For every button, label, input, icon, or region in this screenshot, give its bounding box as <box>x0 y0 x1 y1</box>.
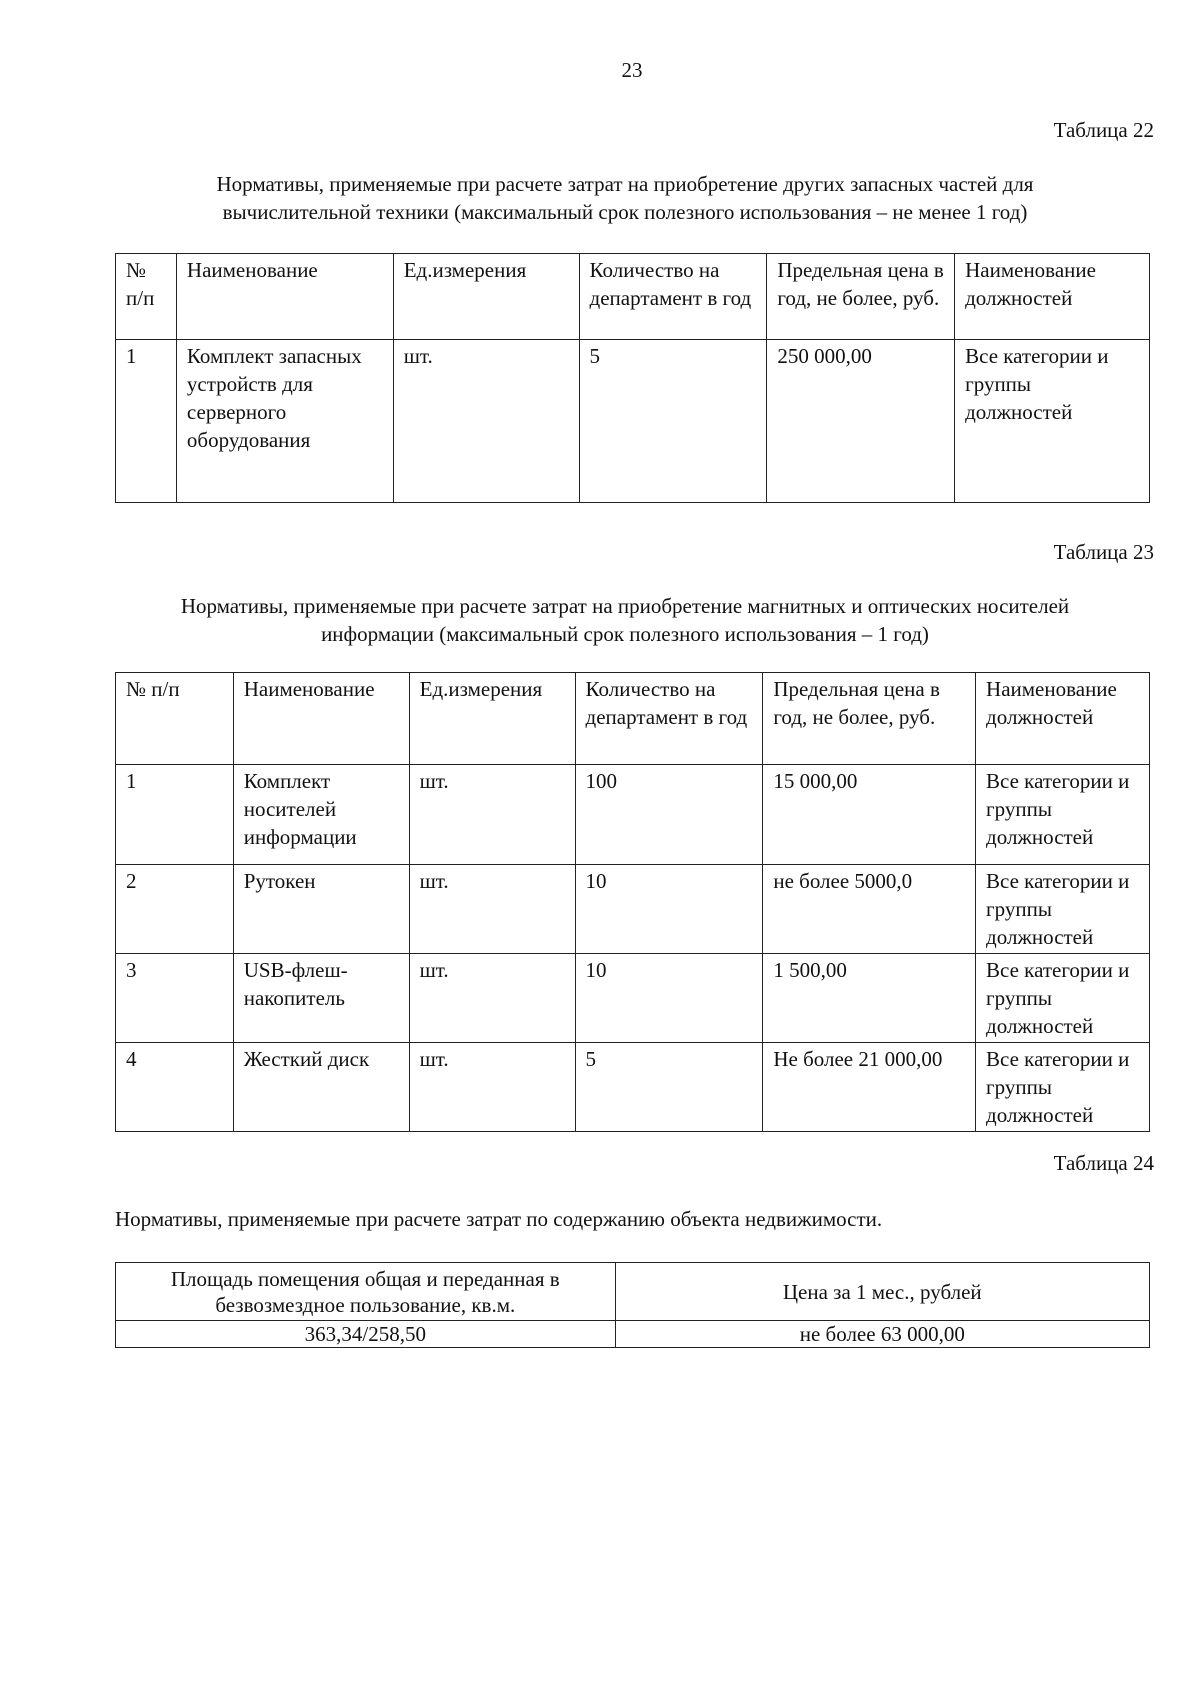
table23-cell: Все категории и группы должностей <box>976 1043 1150 1132</box>
table22 <box>115 253 1150 503</box>
table23-cell: USB-флеш-накопитель <box>233 954 409 1043</box>
table23-cell: шт. <box>409 1043 575 1132</box>
table-row <box>116 1043 1150 1132</box>
table23-cell: 100 <box>575 765 763 865</box>
table23-cell: 10 <box>575 954 763 1043</box>
table23-header-cell: Предельная цена в год, не более, руб. <box>763 673 976 765</box>
table23-header-cell: № п/п <box>116 673 234 765</box>
table23-header-row <box>116 673 1150 765</box>
table22-caption-line1: Нормативы, применяемые при расчете затрат на приобретение других запасных частей для <box>216 172 1034 196</box>
table-row <box>116 954 1150 1043</box>
table23-cell: шт. <box>409 865 575 954</box>
table23-cell: 3 <box>116 954 234 1043</box>
table23-caption-line1: Нормативы, применяемые при расчете затрат на приобретение магнитных и оптических носителей <box>180 594 1070 618</box>
table23-cell: Все категории и группы должностей <box>976 865 1150 954</box>
table23 <box>115 672 1150 1132</box>
table23-cell: Жесткий диск <box>233 1043 409 1132</box>
table23-cell: Не более 21 000,00 <box>763 1043 976 1132</box>
table23-cell: 15 000,00 <box>763 765 976 865</box>
table23-cell: 5 <box>575 1043 763 1132</box>
table22-cell: шт. <box>393 340 579 503</box>
table23-cell: 1 <box>116 765 234 865</box>
table22-cell: 1 <box>116 340 177 503</box>
table24-label: Таблица 24 <box>1053 1151 1154 1175</box>
table23-cell: шт. <box>409 954 575 1043</box>
table-row <box>116 1321 1150 1348</box>
table22-cell: 5 <box>579 340 767 503</box>
table22-cell: Все категории и группы должностей <box>955 340 1150 503</box>
table22-header-cell: № п/п <box>116 254 177 340</box>
table23-cell: 2 <box>116 865 234 954</box>
table23-caption <box>100 592 1150 648</box>
table24-cell: 363,34/258,50 <box>116 1321 616 1348</box>
table22-header-row <box>116 254 1150 340</box>
table24-header-cell: Цена за 1 мес., рублей <box>615 1263 1149 1321</box>
table23-cell: Комплект носителей информации <box>233 765 409 865</box>
table23-cell: Все категории и группы должностей <box>976 954 1150 1043</box>
table-row <box>116 765 1150 865</box>
table23-caption-line2: информации (максимальный срок полезного использования – 1 год) <box>321 622 929 646</box>
table23-header-cell: Наименование <box>233 673 409 765</box>
table22-cell: 250 000,00 <box>767 340 955 503</box>
table-row <box>116 340 1150 503</box>
table23-cell: Рутокен <box>233 865 409 954</box>
page-number: 23 <box>621 58 643 82</box>
table22-label: Таблица 22 <box>1053 118 1154 142</box>
table22-header-cell: Предельная цена в год, не более, руб. <box>767 254 955 340</box>
table22-header-cell: Наименование должностей <box>955 254 1150 340</box>
table23-cell: 1 500,00 <box>763 954 976 1043</box>
table22-cell: Комплект запасных устройств для серверного оборудования <box>176 340 393 503</box>
table-row <box>116 865 1150 954</box>
table23-cell: не более 5000,0 <box>763 865 976 954</box>
table22-caption-line2: вычислительной техники (максимальный срок полезного использования – не менее 1 год) <box>222 200 1028 224</box>
table23-header-cell: Наименование должностей <box>976 673 1150 765</box>
table24 <box>115 1262 1150 1348</box>
table24-header-row <box>116 1263 1150 1321</box>
table22-header-cell: Ед.измерения <box>393 254 579 340</box>
table22-caption <box>100 170 1150 226</box>
table24-caption: Нормативы, применяемые при расчете затрат по содержанию объекта недвижимости. <box>115 1207 883 1231</box>
table23-header-cell: Ед.измерения <box>409 673 575 765</box>
table23-cell: 10 <box>575 865 763 954</box>
table24-cell: не более 63 000,00 <box>615 1321 1149 1348</box>
table23-cell: Все категории и группы должностей <box>976 765 1150 865</box>
table23-cell: 4 <box>116 1043 234 1132</box>
table24-header-cell: Площадь помещения общая и переданная в безвозмездное пользование, кв.м. <box>116 1263 616 1321</box>
table23-header-cell: Количество на департамент в год <box>575 673 763 765</box>
table22-header-cell: Наименование <box>176 254 393 340</box>
table23-label: Таблица 23 <box>1053 540 1154 564</box>
table23-cell: шт. <box>409 765 575 865</box>
table22-header-cell: Количество на департамент в год <box>579 254 767 340</box>
